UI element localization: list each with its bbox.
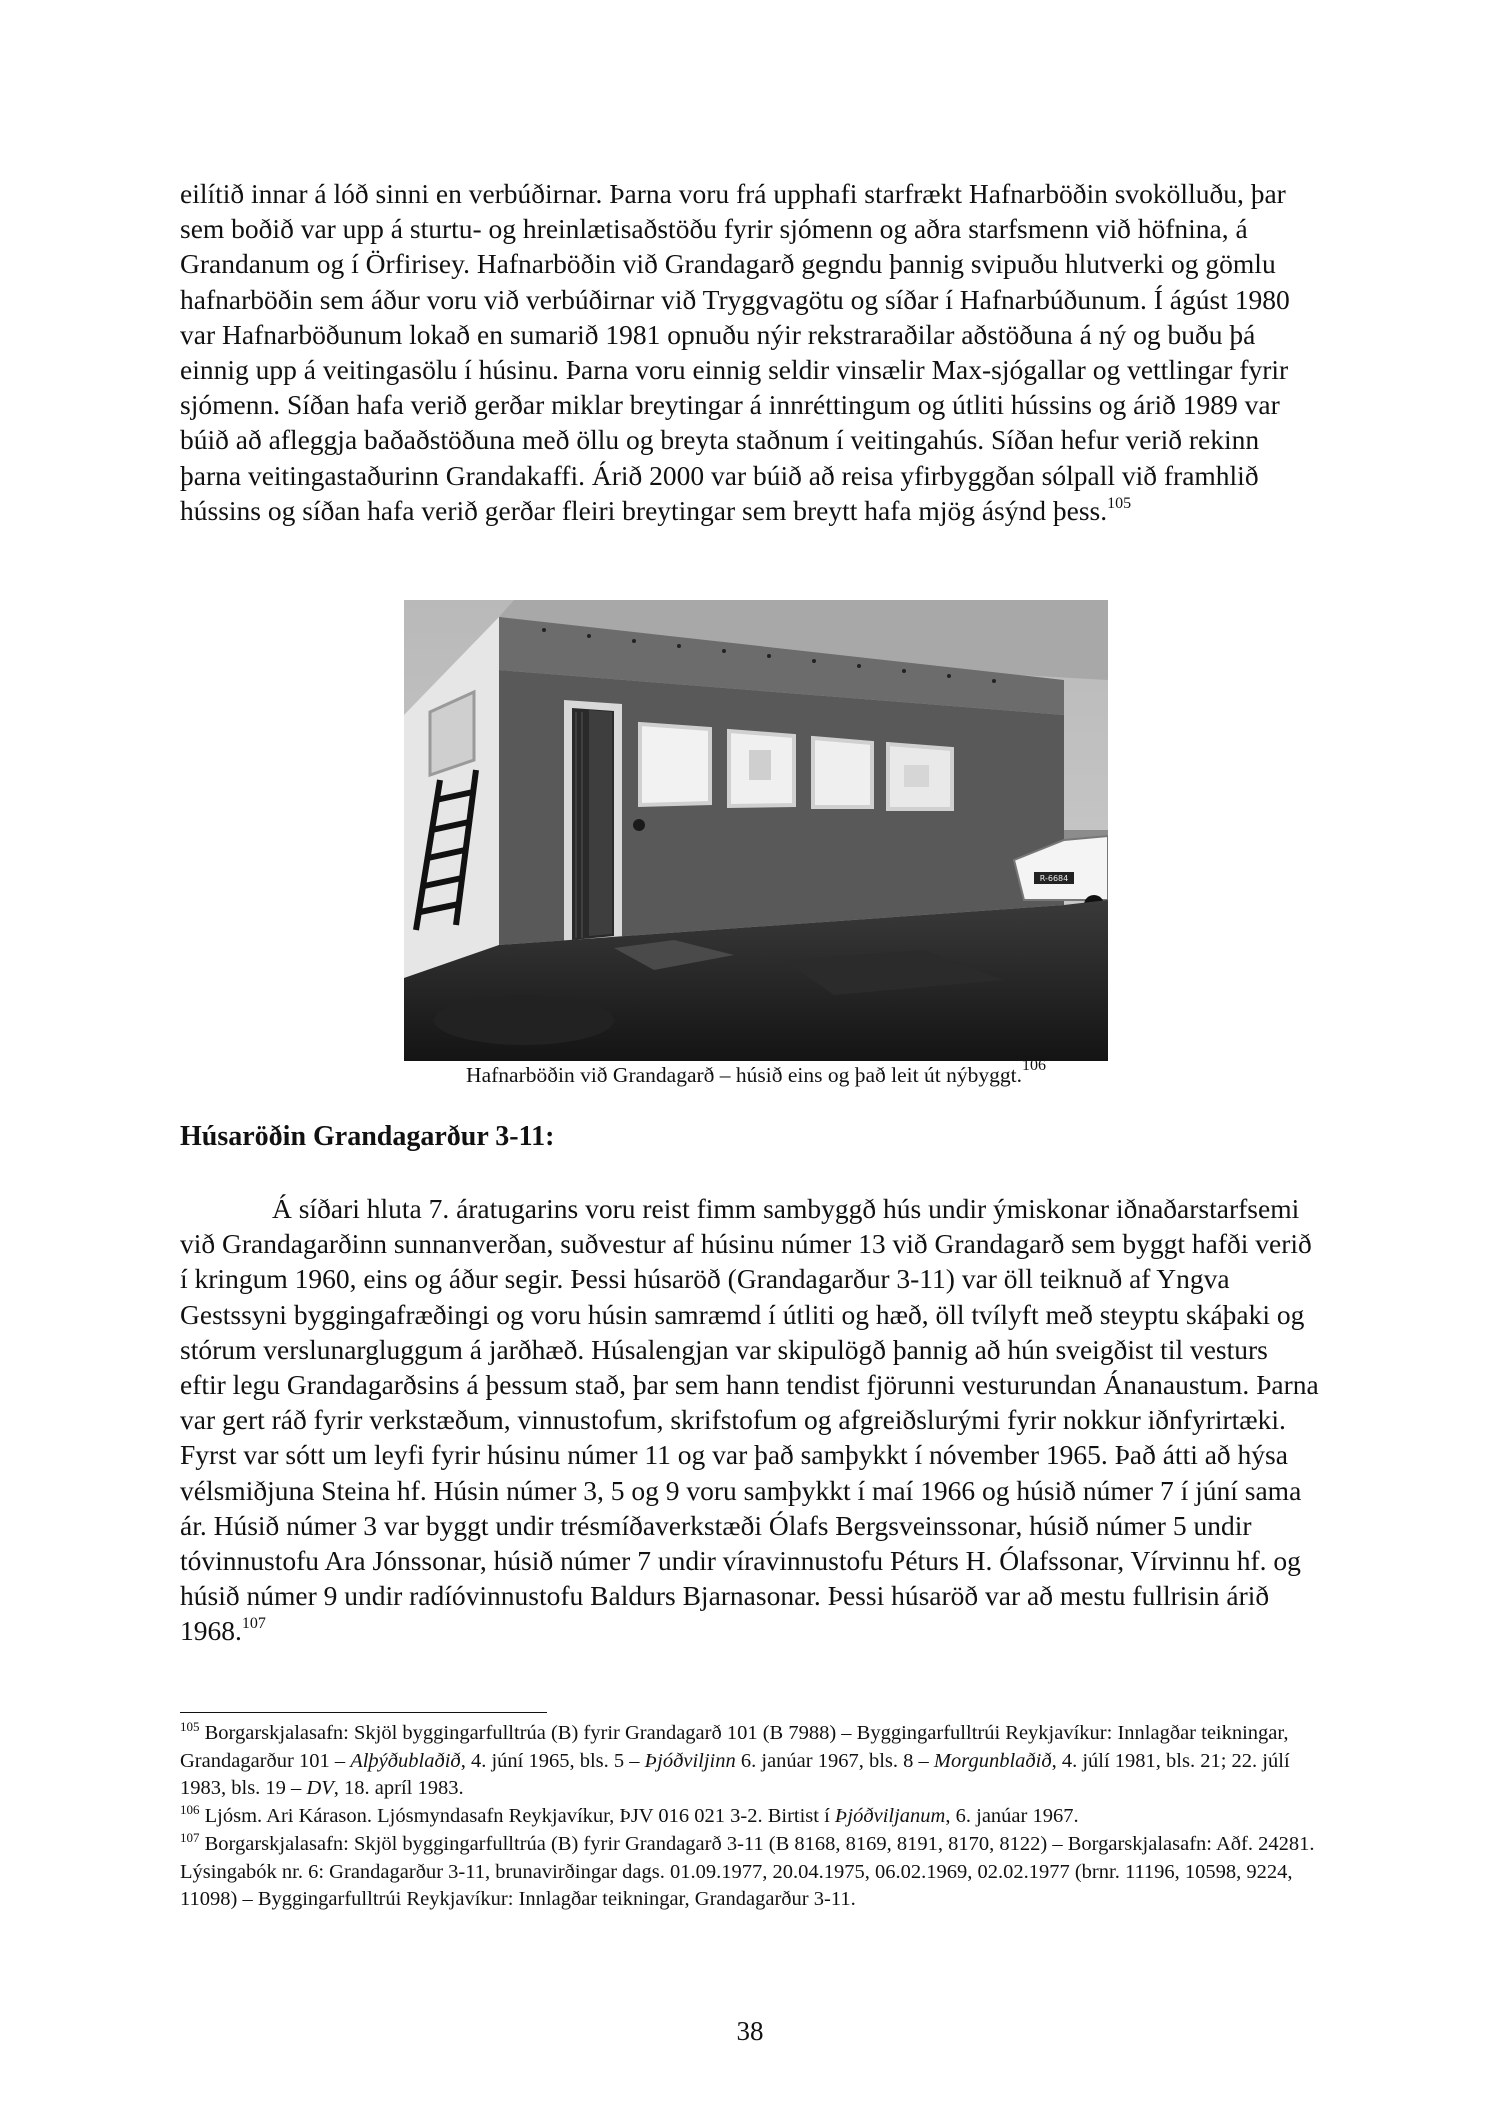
body-paragraph-1: eilítið innar á lóð sinni en verbúðirnar. Þarna voru frá upphafi starfrækt Hafnarböðin svokölluðu, þar sem boðið var upp á sturtu- og hreinlætisaðstöðu fyrir sjómenn og aðra starfsmenn við höfnina, á Grandanum og í Örfirisey. Hafnarböðin við Grandagarð gegndu þannig svipuðu hlutverki og gömlu hafnarböðin sem áður voru við verbúðirnar við Tryggvagötu og síðar í Hafnarbúðunum. Í ágúst 1980 var Hafnarböðunum lokað en sumarið 1981 opnuðu nýir rekstraraðilar aðstöðuna á ný og buðu þá einnig upp á veitingasölu í húsinu. Þarna voru einnig seldir vinsælir Max-sjógallar og vettlingar fyrir sjómenn. Síðan hafa verið gerðar miklar breytingar á innréttingum og útliti hússins og árið 1989 var búið að afleggja baðaðstöðuna með öllu og breyta staðnum í veitingahús. Síðan hefur verið rekinn þarna veitingastaðurinn Grandakaffi. Árið 2000 var búið að reisa yfirbyggðan sólpall við framhlið hússins og síðan hafa verið gerðar fleiri breytingar sem breytt hafa mjög ásýnd þess.$^{105}$ (180, 178, 1290, 526)
page-number: 38 (736, 2016, 764, 2046)
section-heading: Húsaröðin Grandagarður 3-11: (180, 1121, 555, 1152)
footnote-ref-107[interactable]: 107 (241, 1615, 266, 1633)
footnote-divider (180, 1712, 547, 1713)
footnote-ref-106[interactable]: 106 (1021, 1057, 1046, 1074)
footnote-105: $^{105}$ Borgarskjalasafn: Skjöl byggingarfulltrúa (B) fyrir Grandagarð 101 (B 7988) – Byggingarfulltrúi Reykjavíkur: Innlagðar teikningar, Grandagarður 101 – Alþýðublaðið, 4. júní 1965, bls. 5 – Þjóðviljinn 6. janúar 1967, bls. 8 – Morgunblaðið, 4. júlí 1981, bls. 21; 22. júlí 1983, bls. 19 – DV, 18. apríl 1983. (180, 1719, 1290, 1800)
photo-caption: Hafnarböðin við Grandagarð – húsið eins og það leit út nýbyggt.$^{106}$ (466, 1057, 1046, 1087)
footnote-ref-105[interactable]: 105 (1107, 494, 1132, 512)
building-photo (404, 600, 1108, 1061)
footnote-106: $^{106}$ Ljósm. Ari Kárason. Ljósmyndasafn Reykjavíkur, ÞJV 016 021 3-2. Birtist í Þjóðviljanum, 6. janúar 1967. (180, 1802, 1079, 1828)
footnote-107: $^{107}$ Borgarskjalasafn: Skjöl byggingarfulltrúa (B) fyrir Grandagarð 3-11 (B 8168, 8169, 8191, 8170, 8122) – Borgarskjalasafn: Aðf. 24281. Lýsingabók nr. 6: Grandagarður 3-11, brunavirðingar dags. 01.09.1977, 20.04.1975, 06.02.1969, 02.02.1977 (brnr. 11196, 10598, 9224, 11098) – Byggingarfulltrúi Reykjavíkur: Innlagðar teikningar, Grandagarður 3-11. (180, 1829, 1315, 1911)
car-plate-text: R-6684 (1039, 874, 1069, 883)
body-paragraph-2: Á síðari hluta 7. áratugarins voru reist fimm sambyggð hús undir ýmiskonar iðnaðarstarfsemi við Grandagarðinn sunnanverðan, suðvestur af húsinu númer 13 við Grandagarð sem byggt hafði verið í kringum 1960, eins og áður segir. Þessi húsaröð (Grandagarður 3-11) var öll teiknuð af Yngva Gestssyni byggingafræðingi og voru húsin samræmd í útliti og hæð, öll tvílyft með steyptu skáþaki og stórum verslunargluggum á jarðhæð. Húsalengjan var skipulögð þannig að hún sveigðist til vesturs eftir legu Grandagarðsins á þessum stað, þar sem hann tendist fjörunni vesturundan Ánanaustum. Þarna var gert ráð fyrir verkstæðum, vinnustofum, skrifstofum og afgreiðslurými fyrir nokkur iðnfyrirtæki. Fyrst var sótt um leyfi fyrir húsinu númer 11 og var það samþykkt í nóvember 1965. Það átti að hýsa vélsmiðjuna Steina hf. Húsin númer 3, 5 og 9 voru samþykkt í maí 1966 og húsið númer 7 í júní sama ár. Húsið númer 3 var byggt undir trésmíðaverkstæði Ólafs Bergsveinssonar, húsið númer 5 undir tóvinnustofu Ara Jónssonar, húsið númer 7 undir víravinnustofu Péturs H. Ólafssonar, Vírvinnu hf. og húsið númer 9 undir radíóvinnustofu Baldurs Bjarnasonar. Þessi húsaröð var að mestu fullrisin árið 1968.$^{107}$ (180, 1193, 1319, 1647)
footnotes (180, 1720, 1320, 1914)
